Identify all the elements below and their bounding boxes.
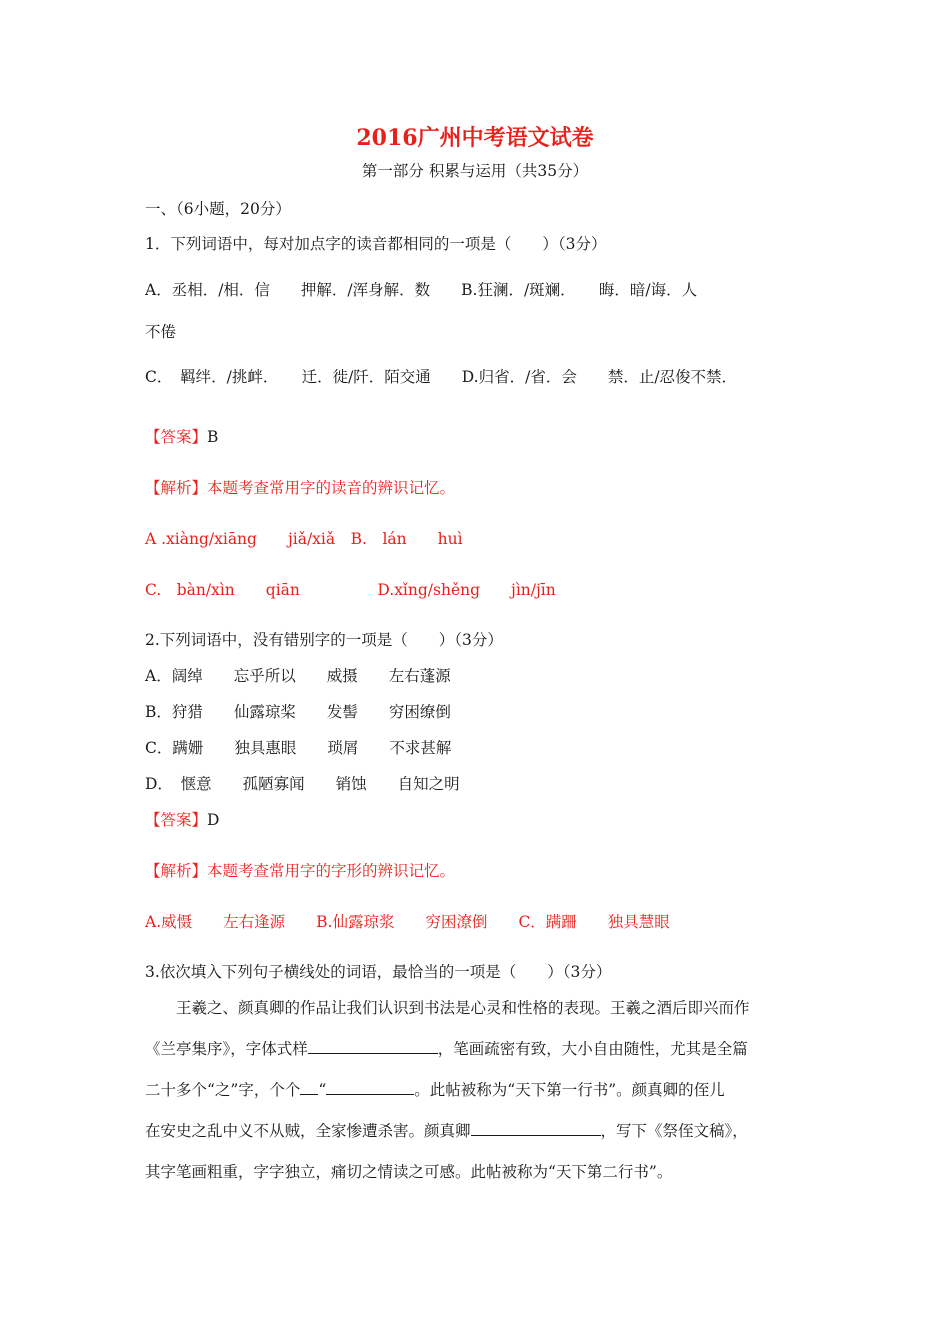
- q2-analysis-text: 本题考查常用字的字形的辨识记忆。: [207, 862, 456, 880]
- section-heading: 一、（6小题，20分）: [145, 200, 291, 218]
- q3-text: 在安史之乱中义不从贼，全家惨遭杀害。颜真卿: [145, 1122, 471, 1140]
- q3-text: ，笔画疏密有致，大小自由随性，尤其是全篇: [437, 1040, 748, 1058]
- blank-2: [300, 1080, 318, 1095]
- q3-text: ，写下《祭侄文稿》，: [600, 1122, 748, 1140]
- page-title: 2016广州中考语文试卷: [356, 125, 594, 151]
- q3-passage-line5: 其字笔画粗重，字字独立，痛切之情读之可感。此帖被称为“天下第二行书”。: [145, 1163, 673, 1181]
- q2-option-d: D． 惬意 孤陋寡闻 销蚀 自知之明: [145, 775, 460, 793]
- q2-answer-value: D: [207, 811, 220, 829]
- q3-passage-line3: [145, 1080, 725, 1100]
- q1-stem: 1．下列词语中，每对加点字的读音都相同的一项是（ ）（3分）: [145, 235, 607, 253]
- q1-analysis-tag: 【解析】: [145, 479, 208, 497]
- q2-option-a: A．阔绰 忘乎所以 威摄 左右蓬源: [145, 667, 451, 685]
- q1-analysis-text: 本题考查常用字的读音的辨识记忆。: [207, 479, 456, 497]
- q3-text: 《兰亭集序》，字体式样: [145, 1040, 308, 1058]
- q2-correction: A.威慑 左右逢源 B.仙露琼浆 穷困潦倒 C．蹒跚 独具慧眼: [145, 913, 670, 931]
- blank-1: [308, 1039, 438, 1054]
- q2-answer-tag: 【答案】: [145, 811, 208, 829]
- q1-options-line2: 不倦: [145, 323, 177, 341]
- q2-analysis-tag: 【解析】: [145, 862, 208, 880]
- q2-option-c: C．蹒姗 独具惠眼 琐屑 不求甚解: [145, 739, 452, 757]
- q3-passage-line4: [145, 1121, 748, 1141]
- q1-options-line1: A．丞相．/相．信 押解．/浑身解．数 B.狂澜．/斑斓． 晦．暗/诲．人: [145, 281, 698, 299]
- page-subtitle: 第一部分 积累与运用（共35分）: [361, 162, 589, 180]
- q2-stem: 2.下列词语中，没有错别字的一项是（ ）（3分）: [145, 631, 503, 649]
- q1-pinyin-line1: A .xiàng/xiāng jiǎ/xiǎ B. lán huì: [145, 530, 463, 548]
- q2-answer: [145, 810, 219, 830]
- q1-analysis: [145, 478, 455, 498]
- q1-pinyin-line2: C. bàn/xìn qiān D.xǐng/shěng jìn/jīn: [145, 581, 556, 599]
- q3-stem: 3.依次填入下列句子横线处的词语，最恰当的一项是（ ）（3分）: [145, 963, 612, 981]
- q3-text: 二十多个“之”字，个个: [145, 1081, 301, 1099]
- q1-answer-value: B: [207, 428, 219, 446]
- q1-options-line3: C． 羁绊．/挑衅． 迁．徙/阡．陌交通 D.归省．/省．会 禁．止/忍俊不禁．: [145, 368, 738, 386]
- q2-option-b: B．狩猎 仙露琼桨 发髻 穷困缭倒: [145, 703, 451, 721]
- q3-passage-line2: [145, 1039, 748, 1059]
- q2-analysis: [145, 861, 455, 881]
- q1-answer: [145, 427, 218, 447]
- q3-text: 。此帖被称为“天下第一行书”。颜真卿的侄儿: [414, 1081, 725, 1099]
- q1-answer-tag: 【答案】: [145, 428, 208, 446]
- q3-text: “: [318, 1081, 327, 1099]
- q3-passage-line1: 王羲之、颜真卿的作品让我们认识到书法是心灵和性格的表现。王羲之酒后即兴而作: [145, 999, 750, 1017]
- blank-3: [326, 1080, 414, 1095]
- blank-4: [471, 1121, 601, 1136]
